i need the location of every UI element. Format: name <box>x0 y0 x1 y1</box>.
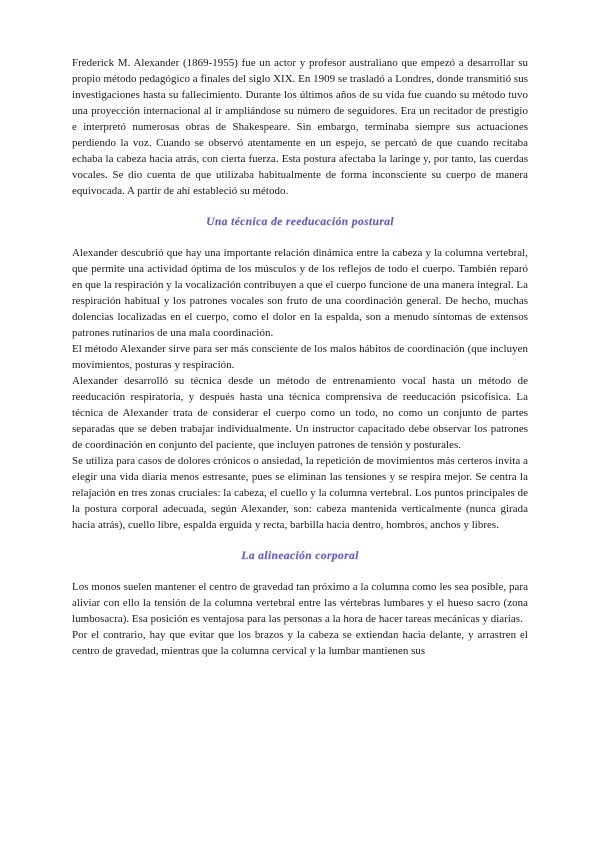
paragraph: Alexander descubrió que hay una importante relación dinámica entre la cabeza y la columna vertebral, que permite una actividad óptima de los músculos y de los reflejos de todo el cuerpo. También reparó en que la respiración y la vocalización contribuyen a que el cuerpo funcione de una manera integral. La respiración habitual y los patrones vocales son fruto de una coordinación general. De hecho, muchas dolencias localizadas en el cuerpo, como el dolor en la espalda, son a menudo síntomas de extensos patrones rutinarios de una mala coordinación. <box>72 247 528 339</box>
paragraph: Por el contrario, hay que evitar que los brazos y la cabeza se extiendan hacia delante, y arrastren el centro de gravedad, mientras que la columna cervical y la lumbar mantienen sus <box>72 629 528 657</box>
section-tecnica-body <box>72 245 528 533</box>
section-heading-alineacion: La alineación corporal <box>241 550 359 562</box>
paragraph: El método Alexander sirve para ser más consciente de los malos hábitos de coordinación (que incluyen movimientos, posturas y respiración. <box>72 343 528 371</box>
paragraph: Se utiliza para casos de dolores crónicos o ansiedad, la repetición de movimientos más certeros invita a elegir una vida diaria menos estresante, pues se eliminan las tensiones y se respira mejor. Se centra la relajación en tres zonas cruciales: la cabeza, el cuello y la columna vertebral. Los puntos principales de la postura corporal adecuada, según Alexander, son: cabeza mantenida verticalmente (nunca girada hacia atrás), cuello libre, espalda erguida y recta, barbilla hacia dentro, hombros, anchos y libres. <box>72 455 528 531</box>
intro-paragraph: Frederick M. Alexander (1869-1955) fue un actor y profesor australiano que empezó a desarrollar su propio método pedagógico a finales del siglo XIX. En 1909 se trasladó a Londres, donde transmitió sus investigaciones hasta su fallecimiento. Durante los últimos años de su vida fue cuando su método tuvo una proyección internacional al ir ampliándose su número de seguidores. Era un recitador de prestigio e interpretó numerosas obras de Shakespeare. Sin embargo, terminaba siempre sus actuaciones perdiendo la voz. Cuando se observó atentamente en un espejo, se percató de que cuando recitaba echaba la cabeza hacia atrás, con cierta fuerza. Esta postura afectaba la laringe y, por tanto, las cuerdas vocales. Se dio cuenta de que utilizaba habitualmente de forma inconsciente su cuerpo de manera equivocada. A partir de ahí estableció su método. <box>72 57 528 197</box>
paragraph: Alexander desarrolló su técnica desde un método de entrenamiento vocal hasta un método de reeducación respiratoria, y después hasta una técnica comprensiva de reeducación psicofísica. La técnica de Alexander trata de considerar el cuerpo como un todo, no como un conjunto de partes separadas que se deben trabajar individualmente. Un instructor capacitado debe observar los patrones de coordinación en conjunto del paciente, que incluyen patrones de tensión y posturales. <box>72 375 528 451</box>
section-alineacion-body <box>72 579 528 659</box>
section-heading-tecnica: Una técnica de reeducación postural <box>206 216 394 228</box>
paragraph: Los monos suelen mantener el centro de gravedad tan próximo a la columna como les sea posible, para aliviar con ello la tensión de la columna vertebral entre las vértebras lumbares y el hueso sacro (zona lumbosacra). Esa posición es ventajosa para las personas a la hora de hacer tareas mecánicas y diarias. <box>72 581 528 625</box>
